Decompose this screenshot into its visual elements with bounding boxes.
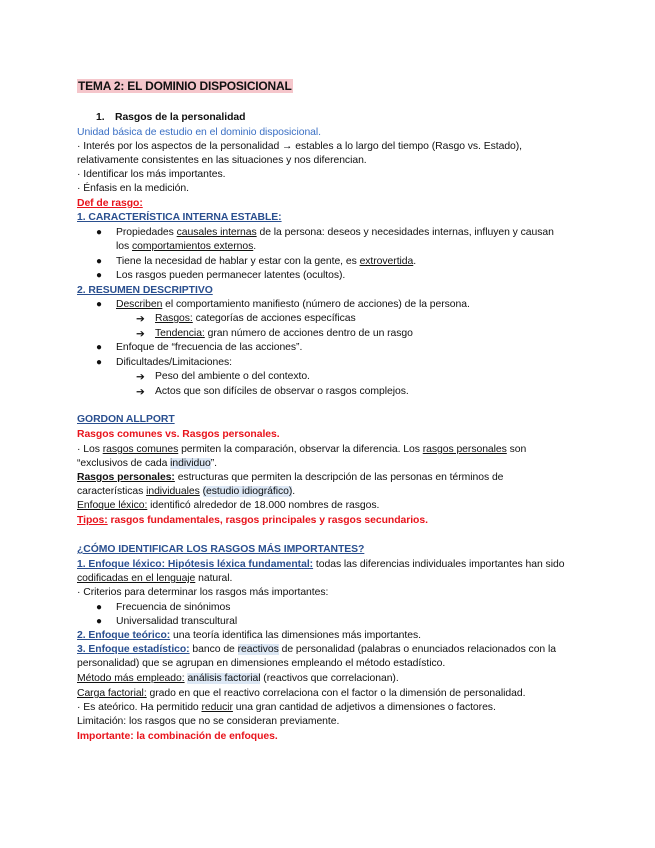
section-1-heading: Rasgos de la personalidad	[115, 112, 246, 123]
section-1-number: 1.	[96, 112, 105, 123]
como-line-11: Importante: la combinación de enfoques.	[77, 731, 278, 742]
bullet-icon: ●	[96, 616, 103, 627]
bullet-icon: ●	[96, 299, 103, 310]
caract-bullet-1: Propiedades causales internas de la persona: deseos y necesidades internas, influyen y causan	[116, 227, 554, 238]
bullet-icon: ●	[96, 357, 103, 368]
resumen-arrow-4: Actos que son difíciles de observar o rasgos complejos.	[155, 386, 409, 397]
arrow-right-icon: ➔	[136, 328, 145, 340]
resumen-arrow-2: Tendencia: gran número de acciones dentro de un rasgo	[155, 328, 413, 339]
como-line-5: 3. Enfoque estadístico: banco de reactivos de personalidad (palabras o enunciados relacionados con la	[77, 644, 556, 655]
resumen-arrow-3: Peso del ambiente o del contexto.	[155, 371, 310, 382]
resumen-heading: 2. RESUMEN DESCRIPTIVO	[77, 285, 213, 296]
section-1-subtitle: Unidad básica de estudio en el dominio disposicional.	[77, 127, 321, 138]
allport-line-3: Rasgos personales: estructuras que permiten la descripción de las personas en términos de	[77, 472, 504, 483]
allport-heading: GORDON ALLPORT	[77, 414, 175, 425]
allport-line-5: Enfoque léxico: identificó alrededor de 18.000 nombres de rasgos.	[77, 500, 380, 511]
como-line-4: 2. Enfoque teórico: una teoría identifica las dimensiones más importantes.	[77, 630, 421, 641]
resumen-arrow-1: Rasgos: categorías de acciones específicas	[155, 313, 356, 324]
bullet-icon: ●	[96, 270, 103, 281]
como-line-8: Carga factorial: grado en que el reactivo correlaciona con el factor o la dimensión de personalidad.	[77, 688, 526, 699]
caract-bullet-3: Los rasgos pueden permanecer latentes (ocultos).	[116, 270, 346, 281]
section-1-line-1: · Interés por los aspectos de la personalidad → estables a lo largo del tiempo (Rasgo vs. Estado),	[77, 141, 523, 152]
page-title: TEMA 2: EL DOMINIO DISPOSICIONAL	[78, 79, 292, 93]
bullet-icon: ●	[96, 227, 103, 238]
allport-subheading: Rasgos comunes vs. Rasgos personales.	[77, 429, 280, 440]
como-line-9: · Es ateórico. Ha permitido reducir una gran cantidad de adjetivos a dimensiones o factores.	[77, 702, 496, 713]
como-line-3: · Criterios para determinar los rasgos más importantes:	[77, 587, 329, 598]
como-bullet-2: Universalidad transcultural	[116, 616, 238, 627]
como-line-1: 1. Enfoque léxico: Hipótesis léxica fundamental: todas las diferencias individuales importantes han sido	[77, 559, 565, 570]
como-heading: ¿CÓMO IDENTIFICAR LOS RASGOS MÁS IMPORTANTES?	[77, 544, 365, 555]
section-1-line-4: · Énfasis en la medición.	[77, 183, 189, 194]
como-line-7: Método más empleado: análisis factorial (reactivos que correlacionan).	[77, 673, 399, 684]
como-line-6: personalidad) que se agrupan en dimensiones empleando el método estadístico.	[77, 658, 446, 669]
como-line-2: codificadas en el lenguaje natural.	[77, 573, 233, 584]
bullet-icon: ●	[96, 342, 103, 353]
allport-line-2: “exclusivos de cada individuo”.	[77, 458, 217, 469]
caract-heading: 1. CARACTERÍSTICA INTERNA ESTABLE:	[77, 212, 282, 223]
def-heading: Def de rasgo:	[77, 198, 143, 209]
como-line-10: Limitación: los rasgos que no se consideran previamente.	[77, 716, 340, 727]
como-bullet-1: Frecuencia de sinónimos	[116, 602, 231, 613]
section-1-line-3: · Identificar los más importantes.	[77, 169, 226, 180]
section-1-line-2: relativamente consistentes en las situaciones y nos diferencian.	[77, 155, 367, 166]
allport-line-4: características individuales (estudio idiográfico).	[77, 486, 296, 497]
resumen-bullet-3: Dificultades/Limitaciones:	[116, 357, 232, 368]
bullet-icon: ●	[96, 256, 103, 267]
allport-line-6: Tipos: rasgos fundamentales, rasgos principales y rasgos secundarios.	[77, 515, 428, 526]
allport-line-1: · Los rasgos comunes permiten la comparación, observar la diferencia. Los rasgos personales son	[77, 444, 527, 455]
resumen-bullet-1: Describen el comportamiento manifiesto (número de acciones) de la persona.	[116, 299, 470, 310]
caract-bullet-1-cont: los comportamientos externos.	[116, 241, 257, 252]
arrow-right-icon: ➔	[136, 386, 145, 398]
caract-bullet-2: Tiene la necesidad de hablar y estar con la gente, es extrovertida.	[116, 256, 417, 267]
arrow-right-icon: ➔	[136, 313, 145, 325]
bullet-icon: ●	[96, 602, 103, 613]
resumen-bullet-2: Enfoque de “frecuencia de las acciones”.	[116, 342, 303, 353]
arrow-right-icon: ➔	[136, 371, 145, 383]
